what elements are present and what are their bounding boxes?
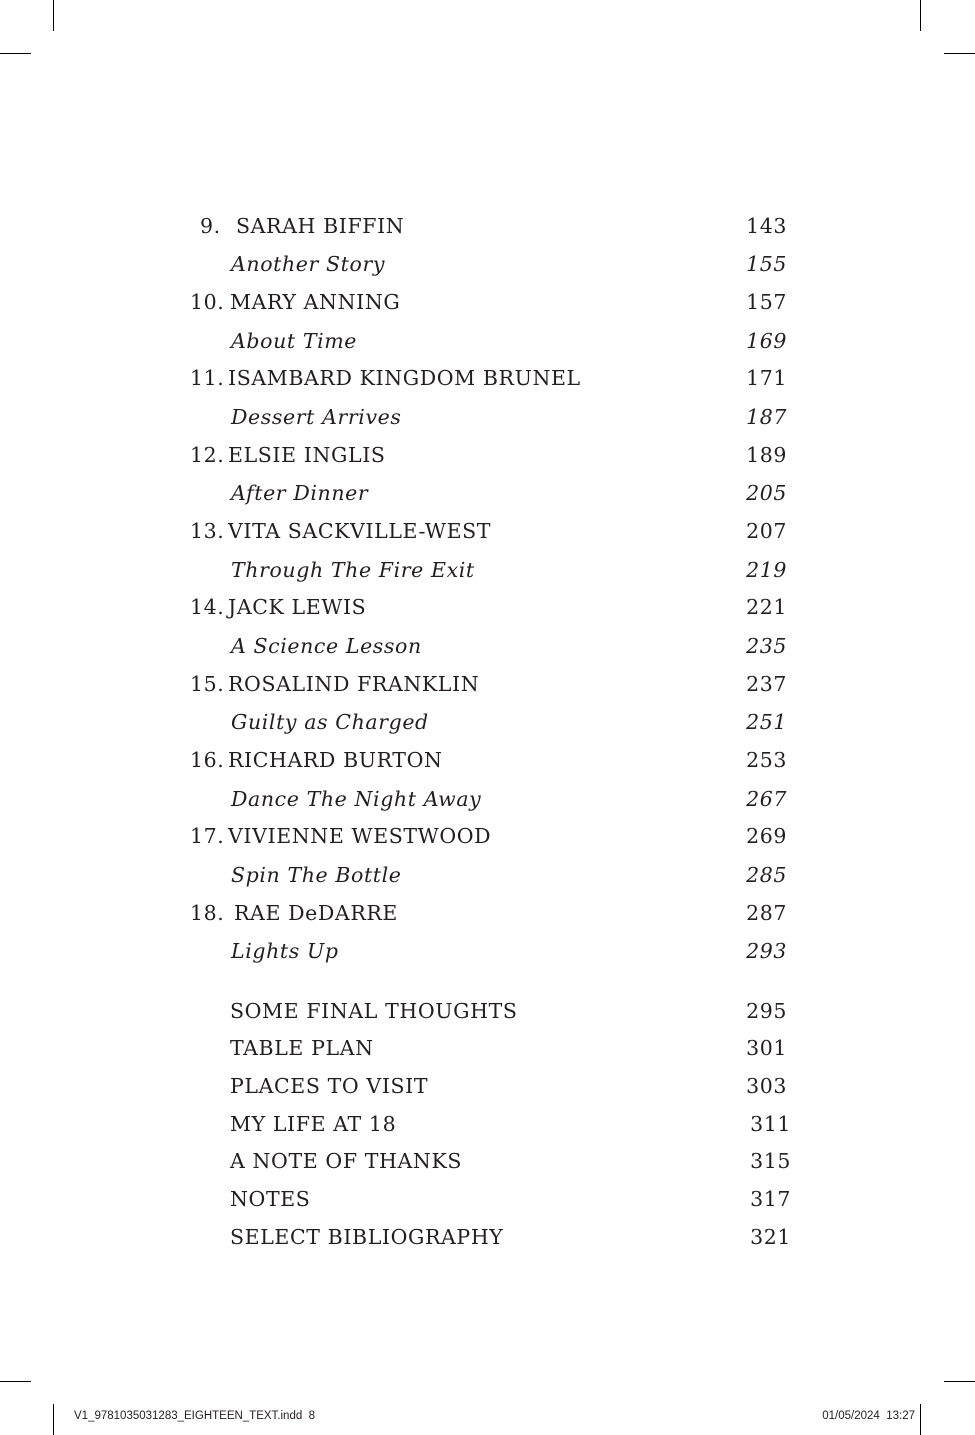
- toc-entry[interactable]: [0, 1222, 975, 1252]
- page-number: 189: [746, 443, 787, 467]
- toc-entry[interactable]: [0, 1071, 975, 1101]
- chapter-number: 10.: [190, 290, 225, 314]
- toc-entry[interactable]: [0, 440, 975, 470]
- page-number: 187: [746, 405, 787, 429]
- entry-title: PLACES TO VISIT: [230, 1074, 429, 1098]
- slug-time: 13:27: [886, 1410, 915, 1422]
- page-number: 207: [746, 519, 787, 543]
- toc-entry[interactable]: [0, 326, 975, 356]
- slug-date: 01/05/2024: [822, 1410, 880, 1422]
- entry-title: A Science Lesson: [231, 634, 422, 658]
- entry-title: Dessert Arrives: [231, 405, 402, 429]
- entry-title: Spin The Bottle: [231, 863, 402, 887]
- crop-mark-bottom-right-v: [920, 1404, 921, 1435]
- toc-entry[interactable]: [0, 478, 975, 508]
- toc-entry[interactable]: [0, 631, 975, 661]
- page-number: 303: [746, 1074, 787, 1098]
- entry-title: Guilty as Charged: [231, 710, 429, 734]
- entry-title: RAE DeDARRE: [234, 901, 398, 925]
- entry-title: MY LIFE AT 18: [230, 1112, 397, 1136]
- toc-entry[interactable]: [0, 745, 975, 775]
- page-number: 285: [746, 863, 787, 887]
- page-number: 269: [746, 824, 787, 848]
- entry-title: VITA SACKVILLE-WEST: [228, 519, 492, 543]
- page-number: 267: [746, 787, 787, 811]
- page-number: 295: [746, 999, 787, 1023]
- entry-title: MARY ANNING: [230, 290, 401, 314]
- page-number: 321: [750, 1225, 791, 1249]
- entry-title: Lights Up: [231, 939, 339, 963]
- toc-entry[interactable]: [0, 860, 975, 890]
- entry-title: ROSALIND FRANKLIN: [228, 672, 480, 696]
- entry-title: Dance The Night Away: [231, 787, 482, 811]
- page-number: 169: [746, 329, 787, 353]
- page-number: 205: [746, 481, 787, 505]
- entry-title: JACK LEWIS: [228, 595, 367, 619]
- slug-file-info: [74, 1410, 315, 1422]
- entry-title: VIVIENNE WESTWOOD: [228, 824, 492, 848]
- page-number: 171: [746, 366, 787, 390]
- chapter-number: 12.: [190, 443, 225, 467]
- entry-title: ELSIE INGLIS: [228, 443, 386, 467]
- chapter-number: 18.: [190, 901, 225, 925]
- entry-title: SELECT BIBLIOGRAPHY: [230, 1225, 504, 1249]
- page-number: 157: [746, 290, 787, 314]
- page-number: 315: [750, 1149, 791, 1173]
- page-number: 301: [746, 1036, 787, 1060]
- page-number: 287: [746, 901, 787, 925]
- chapter-number: 11.: [190, 366, 225, 390]
- slug-filename: V1_9781035031283_EIGHTEEN_TEXT.indd: [74, 1410, 303, 1422]
- page-number: 143: [746, 214, 787, 238]
- page-number: 317: [750, 1187, 791, 1211]
- chapter-number: 15.: [190, 672, 225, 696]
- chapter-number: 9.: [200, 214, 221, 238]
- toc-entry[interactable]: [0, 211, 975, 241]
- entry-title: Through The Fire Exit: [231, 558, 475, 582]
- toc-entry[interactable]: [0, 821, 975, 851]
- entry-title: TABLE PLAN: [230, 1036, 374, 1060]
- entry-title: About Time: [231, 329, 358, 353]
- toc-entry[interactable]: [0, 402, 975, 432]
- toc-entry[interactable]: [0, 996, 975, 1026]
- entry-title: Another Story: [231, 252, 386, 276]
- toc-entry[interactable]: [0, 898, 975, 928]
- toc-entry[interactable]: [0, 1184, 975, 1214]
- toc-entry[interactable]: [0, 1146, 975, 1176]
- page-number: 155: [746, 252, 787, 276]
- page-number: 311: [750, 1112, 791, 1136]
- crop-mark-bottom-left-h: [0, 1381, 31, 1382]
- toc-entry[interactable]: [0, 592, 975, 622]
- chapter-number: 13.: [190, 519, 225, 543]
- entry-title: RICHARD BURTON: [228, 748, 443, 772]
- page-number: 237: [746, 672, 787, 696]
- page-number: 253: [746, 748, 787, 772]
- toc-entry[interactable]: [0, 1109, 975, 1139]
- crop-mark-bottom-left-v: [53, 1404, 54, 1435]
- entry-title: SARAH BIFFIN: [236, 214, 405, 238]
- page-number: 221: [746, 595, 787, 619]
- page-number: 235: [746, 634, 787, 658]
- toc-entry[interactable]: [0, 555, 975, 585]
- entry-title: ISAMBARD KINGDOM BRUNEL: [228, 366, 581, 390]
- page-number: 293: [746, 939, 787, 963]
- entry-title: SOME FINAL THOUGHTS: [230, 999, 518, 1023]
- page-number: 219: [746, 558, 787, 582]
- entry-title: NOTES: [230, 1187, 311, 1211]
- slug-date-info: [822, 1410, 915, 1422]
- crop-mark-bottom-right-h: [944, 1381, 975, 1382]
- entry-title: A NOTE OF THANKS: [230, 1149, 463, 1173]
- entry-title: After Dinner: [231, 481, 369, 505]
- toc-entry[interactable]: [0, 1033, 975, 1063]
- toc-entry[interactable]: [0, 363, 975, 393]
- toc-entry[interactable]: [0, 784, 975, 814]
- toc-entry[interactable]: [0, 516, 975, 546]
- toc-entry[interactable]: [0, 287, 975, 317]
- page-number: 251: [746, 710, 787, 734]
- chapter-number: 17.: [190, 824, 225, 848]
- chapter-number: 16.: [190, 748, 225, 772]
- toc-entry[interactable]: [0, 707, 975, 737]
- toc-entry[interactable]: [0, 936, 975, 966]
- slug-page: 8: [308, 1410, 316, 1422]
- toc-entry[interactable]: [0, 669, 975, 699]
- toc-entry[interactable]: [0, 249, 975, 279]
- chapter-number: 14.: [190, 595, 225, 619]
